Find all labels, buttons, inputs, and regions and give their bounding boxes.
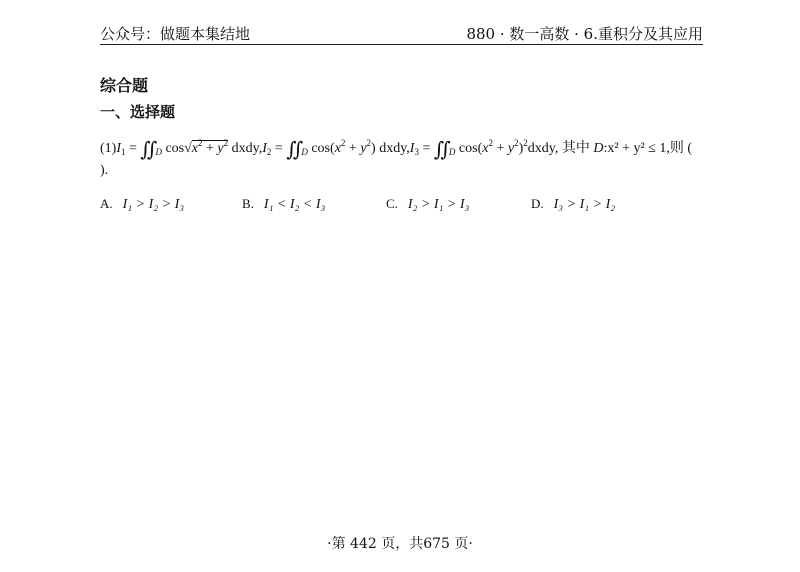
equals-sign: = [125, 141, 141, 156]
domain-label-2: D [301, 147, 308, 157]
domain-label: D [155, 147, 162, 157]
option-d[interactable] [531, 196, 615, 213]
question-stem-line-2 [100, 156, 720, 184]
option-a[interactable] [100, 196, 184, 213]
x-var-3: x [482, 141, 489, 156]
x-square-3: 2 [488, 138, 493, 148]
option-b-text: I₁ < I₂ < I₃ [263, 197, 326, 212]
sqrt-icon: √ [184, 141, 192, 156]
x-var: x [191, 141, 199, 156]
option-c-text: I₂ > I₁ > I₃ [407, 197, 470, 212]
sqrt-radicand [192, 140, 228, 156]
dxdy-1: dxdy, [228, 141, 263, 156]
double-integral-icon: ∬ [140, 139, 152, 161]
i3-symbol: I [409, 141, 415, 156]
x-square: 2 [198, 138, 203, 148]
i3-subscript: 3 [414, 147, 419, 157]
cos-fn-2: cos [311, 141, 331, 156]
i2-subscript: 2 [266, 147, 272, 157]
question-1 [100, 128, 720, 184]
option-b-letter: B. [242, 196, 254, 211]
equals-sign-3: = [418, 141, 434, 156]
i1-symbol: I [116, 141, 121, 156]
question-stem-line-1: $(1)I_1$ = ∬ $_D$ $\cos√x^2 + y^2$ $dxdy,I_2$ = ∬ $_D$ $\cos(x^2 + y^2)$ $dxdy,I_3$ = ∬ $_D$ $\cos(x^2$ + $y^2)^2dxdy$, 其中 D:x² + y² ≤ 1,则 ( [100, 138, 693, 161]
page-header [100, 14, 703, 45]
plus-sign-2: + [345, 141, 361, 156]
option-c-letter: C. [386, 196, 398, 211]
y-square: 2 [223, 138, 229, 148]
outer-square: 2 [523, 138, 528, 148]
y-var-2: y [360, 141, 367, 156]
double-integral-icon-2: ∬ [286, 139, 298, 161]
option-c[interactable] [386, 196, 469, 213]
option-a-text: I₁ > I₂ > I₃ [122, 197, 185, 212]
option-a-letter: A. [100, 196, 113, 211]
double-integral-icon-3: ∬ [433, 139, 445, 161]
y-var-3: y [507, 141, 515, 156]
cond-domain: D [593, 141, 604, 156]
domain-label-3: D [448, 147, 456, 157]
y-var: y [217, 141, 224, 156]
header-account: 公众号：做题本集结地 [100, 25, 251, 43]
y-square-3: 2 [514, 138, 519, 148]
plus-sign: + [202, 141, 218, 156]
page-footer: ·第 442 页，共675 页· [327, 536, 473, 552]
i1-subscript: 1 [121, 147, 126, 157]
option-d-letter: D. [531, 196, 544, 211]
condition-text: :x² + y² ≤ 1,则 ( [603, 141, 693, 156]
header-chapter: 880 · 数一高数 · 6.重积分及其应用 [466, 25, 703, 43]
subsection-title: 一、选择题 [100, 103, 176, 121]
tail-text: dxdy, 其中 [527, 141, 594, 156]
x-var-2: x [334, 141, 341, 156]
cos-fn-3: cos [458, 141, 478, 156]
i2-symbol: I [262, 141, 267, 156]
section-title: 综合题 [100, 76, 149, 95]
answer-blank-close: ). [100, 163, 109, 178]
x-square-2: 2 [340, 138, 346, 148]
option-d-text: I₃ > I₁ > I₂ [553, 197, 616, 212]
cos-fn: cos [165, 141, 185, 156]
question-number: (1) [100, 141, 117, 156]
option-b[interactable] [242, 196, 325, 213]
dxdy-2: dxdy, [375, 141, 410, 156]
plus-sign-3: + [492, 141, 508, 156]
y-square-2: 2 [366, 138, 372, 148]
equals-sign-2: = [271, 141, 287, 156]
